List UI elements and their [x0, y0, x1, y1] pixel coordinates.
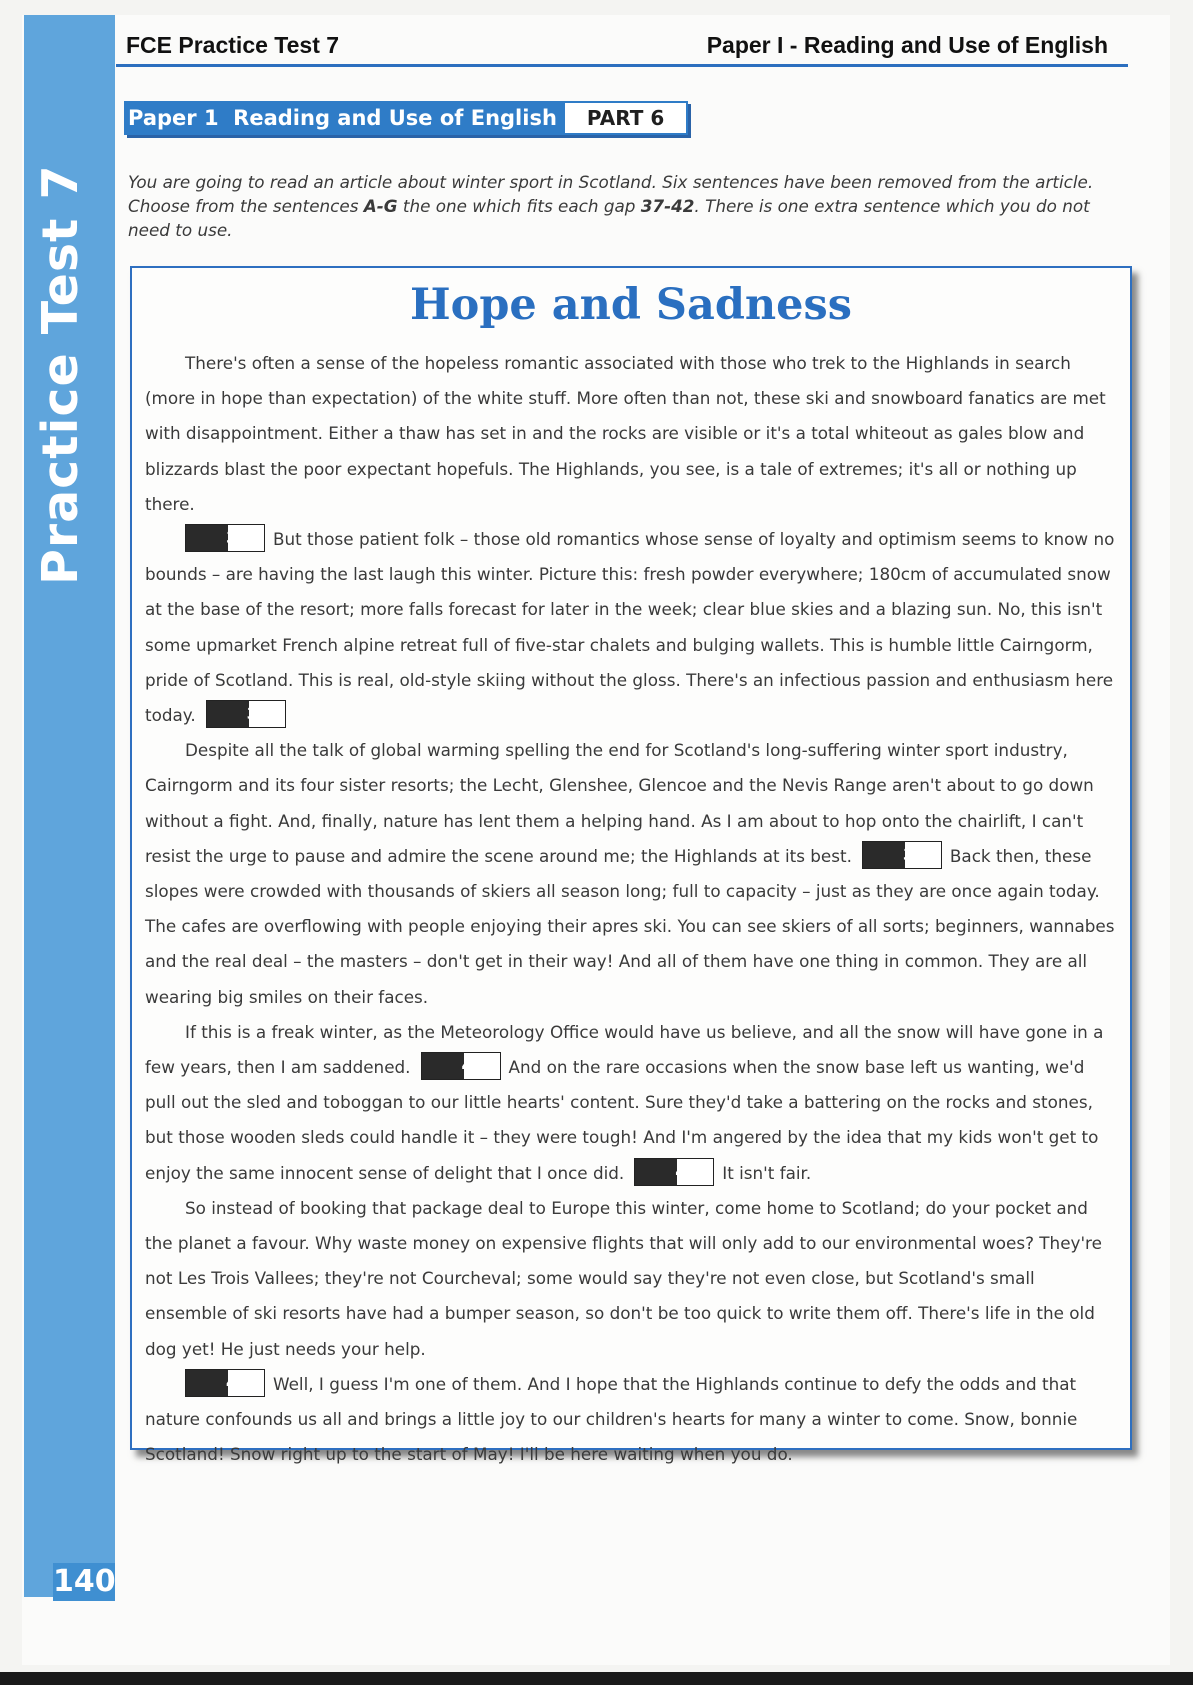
gap-39-answer-box[interactable] [862, 841, 942, 869]
paragraph-3-text-b: Back then, these slopes were crowded with thousands of skiers all season long; full to capacity – just as they are once again today. The cafes are overflowing with people enjoying their apres ski. You can see skiers of all sorts; beginners, wannabes and the real deal – the masters – don't get in their way! And all of them have one thing in common. They are all wearing big smiles on their faces. [145, 845, 1115, 1007]
article-box [130, 266, 1132, 1465]
gap-38-answer-box[interactable] [206, 700, 286, 728]
header-paper-title: Paper I - Reading and Use of English [706, 32, 1108, 58]
page-number: 140 [53, 1564, 116, 1599]
instructions-text-a: You are going to read an article about winter sport in Scotland. Six sentences have been removed from the article. Choose from the sentences [128, 172, 1094, 216]
scan-bottom-edge [0, 1672, 1193, 1685]
paragraph-4-text-a: If this is a freak winter, as the Meteorology Office would have us believe, and all the snow will have gone in a few years, then I am saddened. [145, 1021, 1104, 1078]
paragraph-4-text-c: It isn't fair. [722, 1162, 812, 1183]
paragraph-1 [145, 346, 1120, 522]
sidebar-label: Practice Test 7 [32, 164, 89, 585]
paragraph-5-text: So instead of booking that package deal to Europe this winter, come home to Scotland; do your pocket and the planet a favour. Why waste money on expensive flights that will only add to our environmental woes? They're not Les Trois Vallees; they're not Courcheval; some would say they're not even close, but Scotland's small ensemble of ski resorts have had a bumper season, so don't be too quick to write them off. There's life in the old dog yet! He just needs your help. [145, 1197, 1102, 1359]
part-banner [124, 101, 688, 135]
paragraph-4 [145, 1015, 1120, 1191]
instructions-letters: A-G [363, 196, 398, 216]
gap-37-answer-box[interactable] [185, 524, 265, 552]
gap-41-answer-box[interactable] [634, 1158, 714, 1186]
paragraph-5 [145, 1191, 1120, 1367]
gap-42-number: 42 [186, 1370, 228, 1396]
gap-39-number: 39 [863, 842, 905, 868]
gap-42-answer-box[interactable] [185, 1369, 265, 1397]
paragraph-4-text-b: And on the rare occasions when the snow base left us wanting, we'd pull out the sled and toboggan to our little hearts' content. Sure they'd take a battering on the rocks and stones, but those wooden sleds could handle it – they were tough! And I'm angered by the idea that my kids won't get to enjoy the same innocent sense of delight that I once did. [145, 1057, 1099, 1183]
page-header [116, 28, 1128, 67]
banner-paper-title: Paper 1 Reading and Use of English [124, 101, 563, 135]
gap-40-answer-box[interactable] [421, 1052, 501, 1080]
paragraph-3-text-a: Despite all the talk of global warming spelling the end for Scotland's long-suffering winter sport industry, Cairngorm and its four sister resorts; the Lecht, Glenshee, Glencoe and the Nevis Range aren't about to go down without a fight. And, finally, nature has lent them a helping hand. As I am about to hop onto the chairlift, I can't resist the urge to pause and admire the scene around me; the Highlands at its best. [145, 740, 1094, 866]
paragraph-3 [145, 733, 1120, 1015]
gap-41-number: 41 [635, 1159, 677, 1185]
gap-40-number: 40 [422, 1053, 464, 1079]
gap-38-number: 38 [207, 701, 249, 727]
paragraph-6 [145, 1367, 1120, 1473]
paragraph-2-text: But those patient folk – those old romantics whose sense of loyalty and optimism seems to know no bounds – are having the last laugh this winter. Picture this: fresh powder everywhere; 180cm of accumulated snow at the base of the resort; more falls forecast for later in the week; clear blue skies and a blazing sun. No, this isn't some upmarket French alpine retreat full of five-star chalets and bulging wallets. This is humble little Cairngorm, pride of Scotland. This is real, old-style skiing without the gloss. There's an infectious passion and enthusiasm here today. [145, 529, 1115, 726]
article-body [145, 346, 1120, 1473]
paragraph-1-text: There's often a sense of the hopeless romantic associated with those who trek to the Highlands in search (more in hope than expectation) of the white stuff. More often than not, these ski and snowboard fanatics are met with disappointment. Either a thaw has set in and the rocks are visible or it's a total whiteout as gales blow and blizzards blast the poor expectant hopefuls. The Highlands, you see, is a tale of extremes; it's all or nothing up there. [145, 353, 1106, 514]
header-test-title: FCE Practice Test 7 [126, 32, 340, 58]
instructions-text-c: . There is one extra sentence which you do not need to use. [128, 196, 1090, 240]
banner-part-tag: PART 6 [563, 101, 688, 135]
instructions-gap-range: 37-42 [640, 196, 695, 216]
task-instructions [128, 170, 1113, 242]
paragraph-6-text: Well, I guess I'm one of them. And I hope that the Highlands continue to defy the odds and that nature confounds us all and brings a little joy to our children's hearts for many a winter to come. Snow, bonnie Scotland! Snow right up to the start of May! I'll be here waiting when you do. [145, 1373, 1078, 1465]
instructions-text-b: the one which fits each gap [397, 196, 641, 216]
paragraph-2 [145, 522, 1120, 733]
gap-37-number: 37 [186, 525, 228, 551]
article-title: Hope and Sadness [410, 280, 852, 330]
